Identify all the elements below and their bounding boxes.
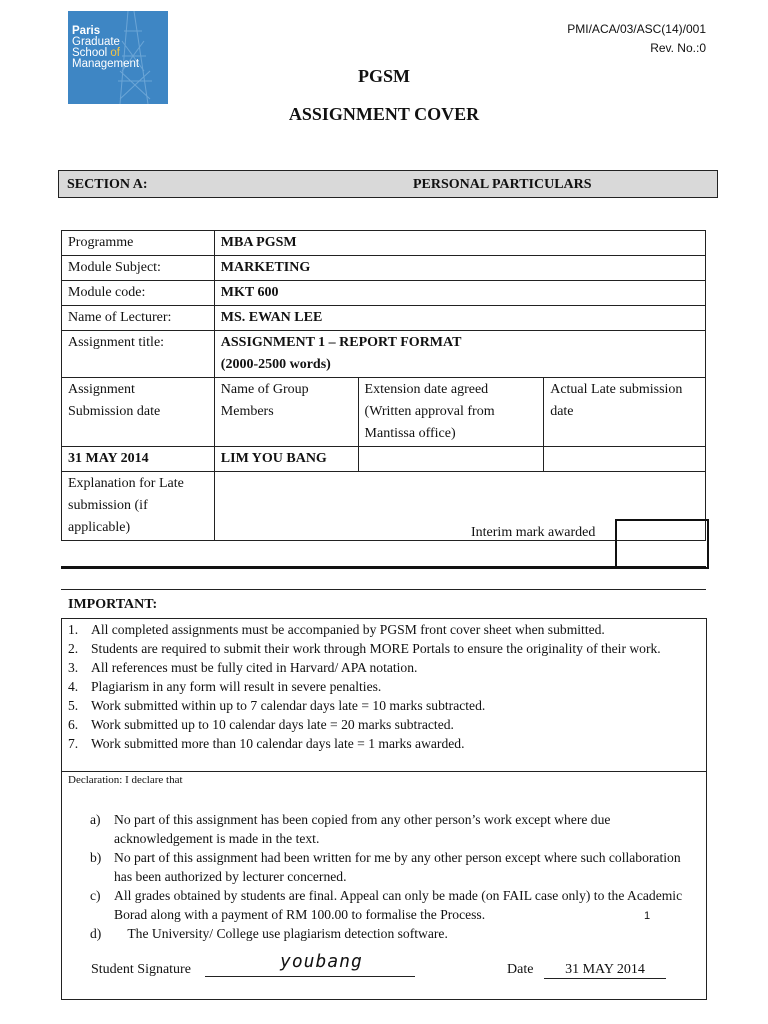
section-a-heading: PERSONAL PARTICULARS: [413, 177, 592, 192]
rules-list: [68, 620, 702, 753]
list-item: 4. Plagiarism in any form will result in severe penalties.: [68, 679, 382, 694]
signature-line: [205, 976, 415, 977]
list-item: 3. All references must be fully cited in Harvard/ APA notation.: [68, 660, 418, 675]
rules-divider: [61, 771, 706, 772]
page-subtitle: ASSIGNMENT COVER: [288, 104, 480, 124]
late-submission-value: [544, 447, 706, 472]
submission-date-value: 31 MAY 2014: [62, 447, 215, 472]
list-item: 7. Work submitted more than 10 calendar days late = 1 marks awarded.: [68, 736, 465, 751]
section-a-label: SECTION A:: [67, 177, 148, 192]
list-item: b) No part of this assignment had been written for me by any other person except where such collaboration has been authorized by lecturer concerned.: [90, 850, 681, 884]
module-subject-label: Module Subject:: [62, 256, 215, 281]
interim-divider: [61, 519, 706, 569]
page-title: PGSM: [358, 66, 410, 86]
table-row: [62, 331, 706, 378]
list-item: 6. Work submitted up to 10 calendar days late = 20 marks subtracted.: [68, 717, 454, 732]
interim-mark-box: [615, 519, 709, 569]
declaration-heading: Declaration: I declare that: [68, 774, 183, 786]
date-label: Date: [507, 962, 534, 977]
programme-value: MBA PGSM: [214, 231, 705, 256]
personal-particulars-table: [61, 230, 706, 541]
lecturer-value: MS. EWAN LEE: [214, 306, 705, 331]
table-row: [62, 378, 706, 447]
list-item: a) No part of this assignment has been copied from any other person’s work except where due acknowledgement is made in the text.: [90, 812, 611, 846]
late-explanation-label: Explanation for Late submission (if applicable): [62, 472, 215, 541]
group-member-value: LIM YOU BANG: [214, 447, 358, 472]
important-title: IMPORTANT:: [68, 597, 158, 612]
document-reference: [567, 20, 706, 58]
extension-date-value: [358, 447, 544, 472]
page-number: 1: [644, 910, 651, 922]
signature-value: youbang: [280, 951, 363, 972]
pgsm-logo: [68, 11, 168, 104]
list-item: 1. All completed assignments must be accompanied by PGSM front cover sheet when submitted.: [68, 622, 605, 637]
declaration-list: [90, 810, 702, 943]
module-code-value: MKT 600: [214, 281, 705, 306]
programme-label: Programme: [62, 231, 215, 256]
assignment-title-value: ASSIGNMENT 1 – REPORT FORMAT (2000-2500 words): [214, 331, 705, 378]
module-subject-value: MARKETING: [214, 256, 705, 281]
list-item: 5. Work submitted within up to 7 calendar days late = 10 marks subtracted.: [68, 698, 486, 713]
submission-date-label: Assignment Submission date: [62, 378, 215, 447]
table-row: [62, 306, 706, 331]
module-code-label: Module code:: [62, 281, 215, 306]
table-row: [62, 256, 706, 281]
list-item: c) All grades obtained by students are final. Appeal can only be made (on FAIL case only) to the Academic Borad along with a payment of RM 100.00 to formalise the Process.: [90, 888, 683, 922]
group-members-label: Name of Group Members: [214, 378, 358, 447]
extension-date-label: Extension date agreed (Written approval from Mantissa office): [358, 378, 544, 447]
divider: [61, 589, 706, 590]
doc-code: PMI/ACA/03/ASC(14)/001: [567, 22, 706, 36]
list-item: d) The University/ College use plagiarism detection software.: [90, 926, 448, 941]
table-row: [62, 231, 706, 256]
list-item: 2. Students are required to submit their work through MORE Portals to ensure the originality of their work.: [68, 641, 661, 656]
table-row: [62, 281, 706, 306]
signature-label: Student Signature: [91, 962, 191, 977]
date-value: 31 MAY 2014: [544, 962, 666, 979]
interim-mark-label: Interim mark awarded: [471, 525, 596, 540]
table-row: [62, 447, 706, 472]
lecturer-label: Name of Lecturer:: [62, 306, 215, 331]
assignment-title-label: Assignment title:: [62, 331, 215, 378]
logo-text: Paris Graduate School of Management: [72, 25, 140, 70]
section-a-header: [58, 170, 718, 198]
rev-number: Rev. No.:0: [650, 41, 706, 55]
late-submission-label: Actual Late submission date: [544, 378, 706, 447]
